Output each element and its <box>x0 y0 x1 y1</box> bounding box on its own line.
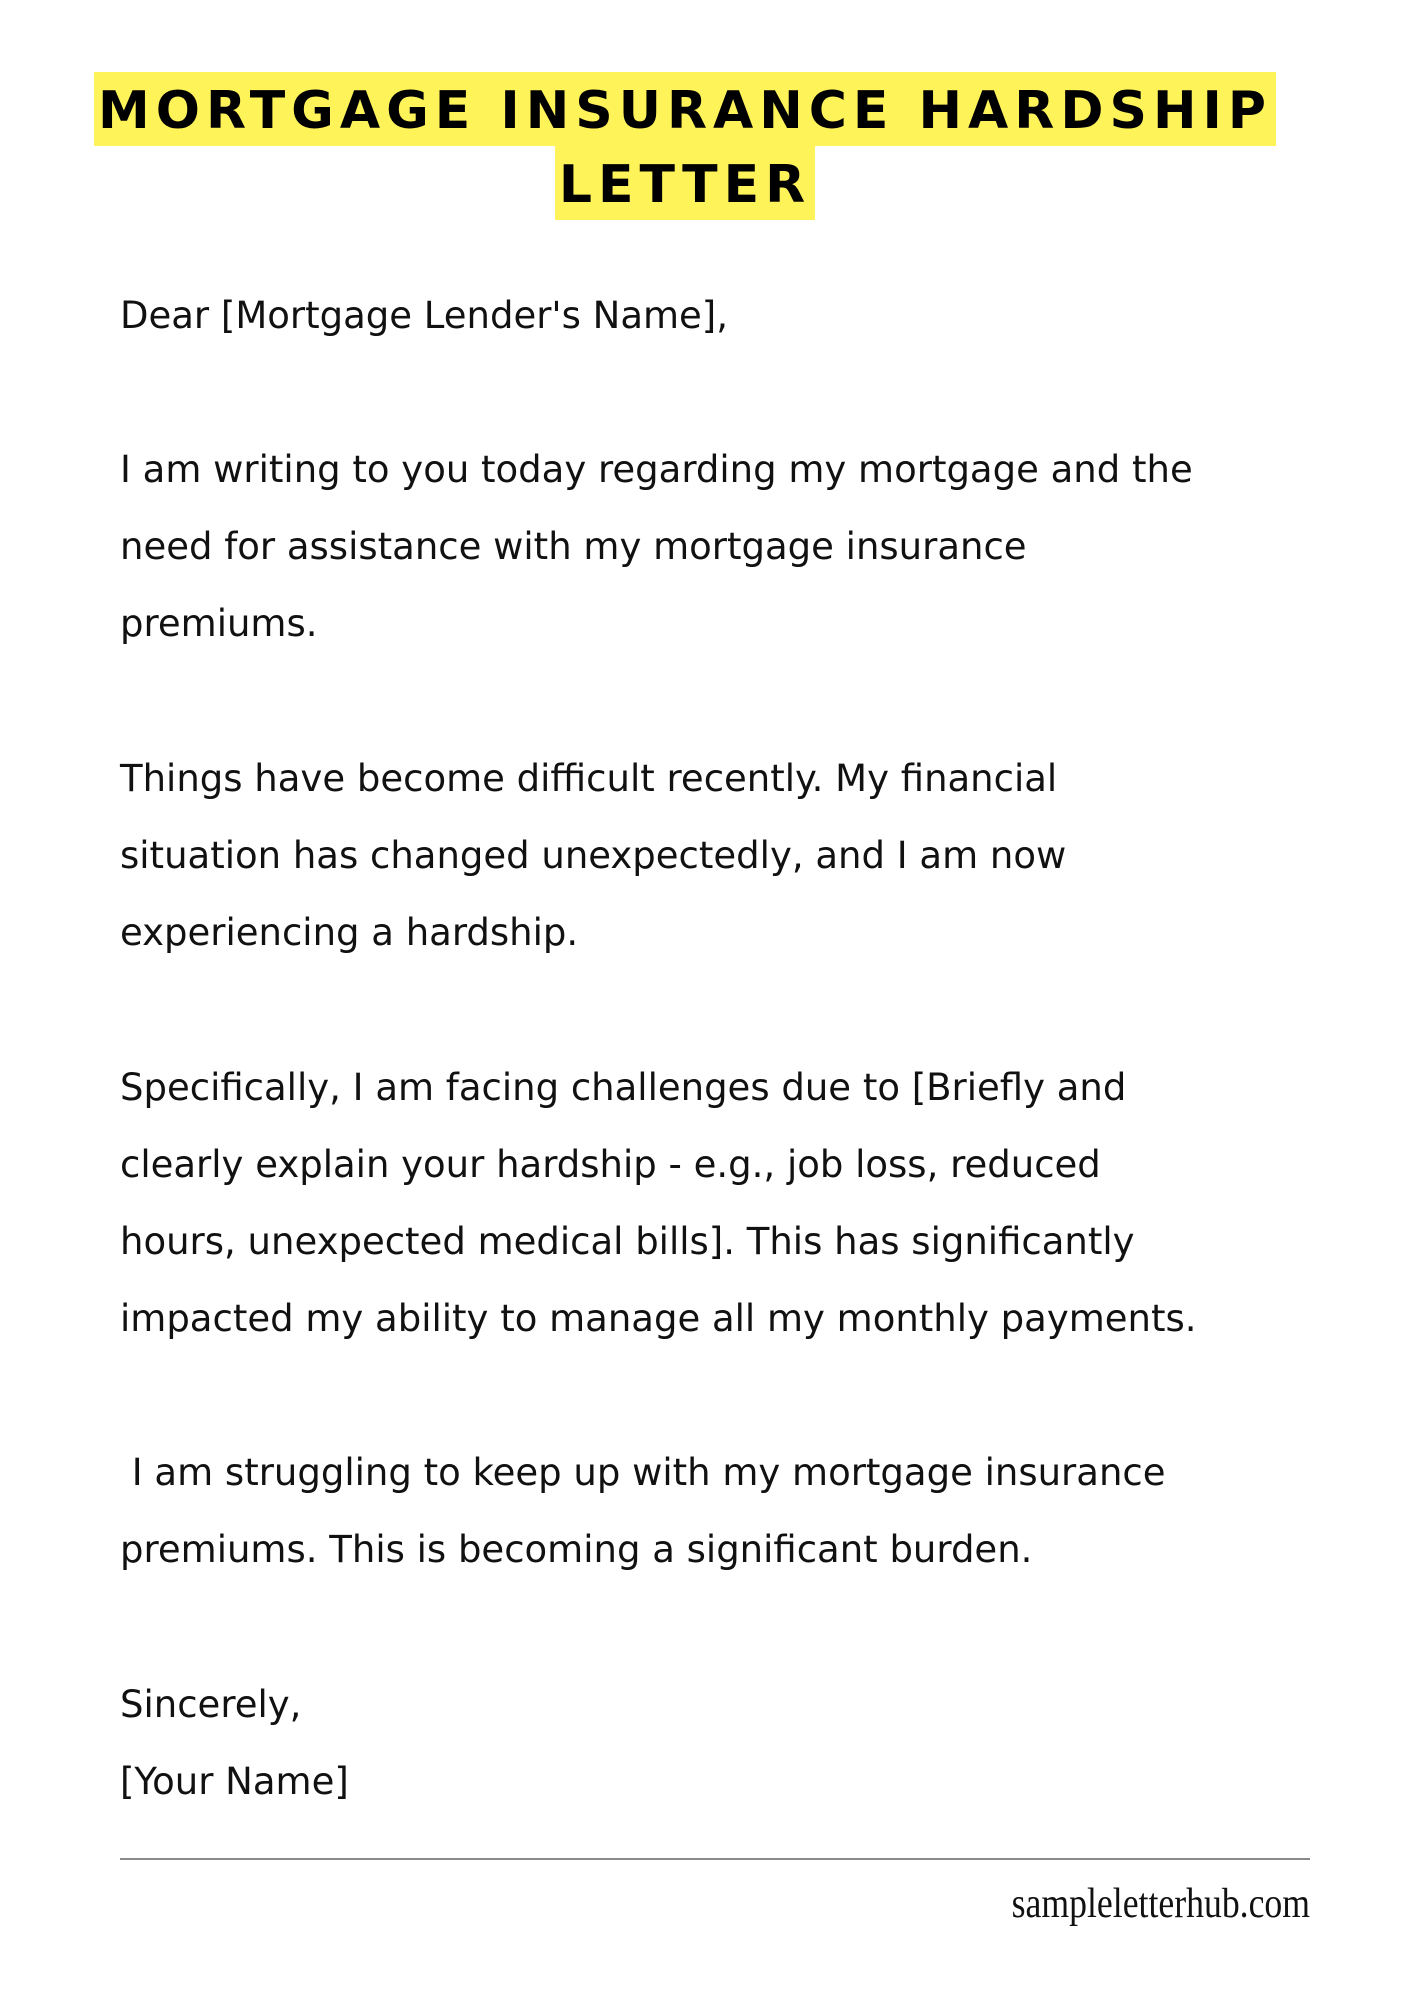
text-line: Things have become difficult recently. My financial <box>120 757 1058 800</box>
closing-block <box>120 1666 349 1820</box>
paragraph-3 <box>120 1049 1197 1357</box>
paragraph-1 <box>120 431 1193 662</box>
salutation <box>120 277 728 354</box>
closing: Sincerely, <box>120 1683 302 1726</box>
title-highlight: MORTGAGE INSURANCE HARDSHIP <box>94 72 1276 146</box>
text-line: clearly explain your hardship - e.g., job loss, reduced <box>120 1143 1101 1186</box>
text-line: impacted my ability to manage all my monthly payments. <box>120 1297 1197 1340</box>
title-highlight: LETTER <box>555 146 815 220</box>
text-line: I am struggling to keep up with my mortgage insurance <box>120 1451 1166 1494</box>
text-line: Specifically, I am facing challenges due to [Briefly and <box>120 1066 1127 1109</box>
footer-site: sampleletterhub.com <box>1011 1881 1310 1927</box>
salutation-text: Dear [Mortgage Lender's Name], <box>120 294 728 337</box>
title-line-1 <box>0 72 1370 146</box>
signature: [Your Name] <box>120 1760 349 1803</box>
text-line: I am writing to you today regarding my mortgage and the <box>120 448 1193 491</box>
text-line: premiums. <box>120 602 318 645</box>
paragraph-2 <box>120 740 1066 971</box>
text-line: premiums. This is becoming a significant burden. <box>120 1528 1033 1571</box>
text-line: experiencing a hardship. <box>120 911 579 954</box>
text-line: need for assistance with my mortgage insurance <box>120 525 1027 568</box>
paragraph-4 <box>120 1434 1166 1588</box>
title-line-2 <box>0 146 1370 220</box>
text-line: situation has changed unexpectedly, and I am now <box>120 834 1067 877</box>
footer-divider <box>120 1858 1310 1860</box>
text-line: hours, unexpected medical bills]. This has significantly <box>120 1220 1135 1263</box>
